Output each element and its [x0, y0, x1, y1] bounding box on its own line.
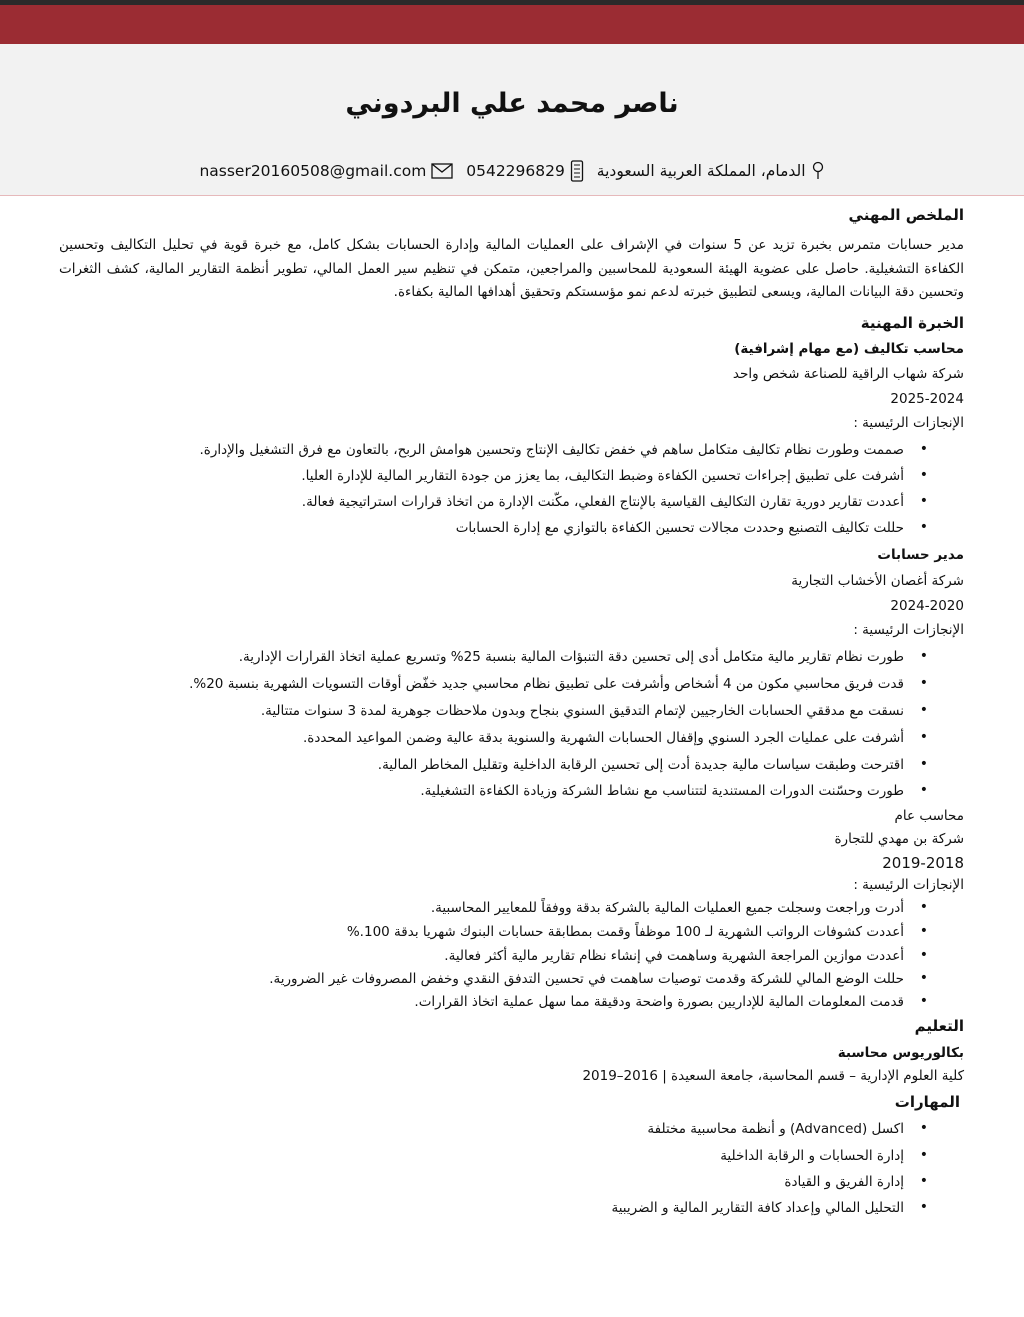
job-3-company: شركة بن مهدي للتجارة: [834, 831, 964, 847]
phone-number[interactable]: 0542296829: [466, 162, 565, 180]
location-item: [597, 161, 825, 181]
skills-heading: المهارات: [894, 1093, 960, 1111]
job-1-company: شركة شهاب الراقية للصناعة شخص واحد: [732, 366, 964, 382]
location-text: الدمام، المملكة العربية السعودية: [596, 162, 806, 180]
envelope-icon: [431, 163, 453, 179]
contact-line: [0, 160, 1024, 182]
job-3-achievements-label: الإنجازات الرئيسية :: [853, 877, 964, 893]
job-3-role: محاسب عام: [894, 808, 964, 824]
list-item: • أشرفت على عمليات الجرد السنوي وإقفال الحسابات الشهرية والسنوية بدقة عالية وضمن المواعيد المحددة.: [303, 730, 934, 746]
list-item: • صممت وطورت نظام تكاليف متكامل ساهم في خفض تكاليف الإنتاج وتحسين هوامش الربح، بالتعاون مع فرق التشغيل والإدارة.: [199, 442, 934, 458]
top-accent-bar: [0, 5, 1024, 44]
experience-heading: الخبرة المهنية: [860, 314, 964, 332]
candidate-name: ناصر محمد علي البردوني: [345, 88, 679, 119]
job-1-years: 2025-2024: [890, 391, 964, 407]
list-item: • إدارة الفريق و القيادة: [784, 1174, 934, 1190]
list-item: • اكسل (Advanced) و أنظمة محاسبية مختلفة: [647, 1121, 934, 1137]
list-item: • أدرت وراجعت وسجلت جميع العمليات المالية بالشركة بدقة ووفقاً للمعايير المحاسبية.: [431, 900, 934, 916]
list-item: • طورت نظام تقارير مالية متكامل أدى إلى تحسين دقة التنبؤات المالية بنسبة 25% وتسريع عملية اتخاذ القرارات الإدارية.: [239, 649, 934, 665]
list-item: • طورت وحسّنت الدورات المستندية لتتناسب مع نشاط الشركة وزيادة الكفاءة التشغيلية.: [420, 783, 934, 799]
list-item: • أشرفت على تطبيق إجراءات تحسين الكفاءة وضبط التكاليف، بما يعزز من جودة التقارير المالية للإدارة العليا.: [301, 468, 934, 484]
list-item: • حللت الوضع المالي للشركة وقدمت توصيات ساهمت في تحسين التدفق النقدي وخفض المصروفات غير الضرورية.: [269, 971, 934, 987]
list-item: • قدت فريق محاسبي مكون من 4 أشخاص وأشرفت على تطبيق نظام محاسبي جديد خفّض أوقات التسويات الشهرية بنسبة 20%.: [189, 676, 934, 692]
list-item: • قدمت المعلومات المالية للإداريين بصورة واضحة ودقيقة مما سهل عملية اتخاذ القرارات.: [414, 994, 934, 1010]
summary-heading: الملخص المهني: [848, 206, 964, 224]
job-1-role: محاسب تكاليف (مع مهام إشرافية): [734, 341, 964, 357]
list-item: • حللت تكاليف التصنيع وحددت مجالات تحسين الكفاءة بالتوازي مع إدارة الحسابات: [456, 520, 934, 536]
job-3-years: 2019-2018: [882, 854, 964, 872]
job-2-achievements-label: الإنجازات الرئيسية :: [853, 622, 964, 638]
mobile-phone-icon: [570, 160, 584, 182]
job-2-years: 2024-2020: [890, 598, 964, 614]
list-item: • أعددت موازين المراجعة الشهرية وساهمت في إنشاء نظام تقارير مالية أكثر فعالية.: [444, 948, 934, 964]
education-degree: بكالوريوس محاسبة: [837, 1045, 964, 1061]
education-details: كلية العلوم الإدارية – قسم المحاسبة، جامعة السعيدة | 2016–2019: [582, 1068, 964, 1084]
job-2-role: مدير حسابات: [877, 547, 964, 563]
list-item: • اقترحت وطبقت سياسات مالية جديدة أدت إلى تحسين الرقابة الداخلية وتقليل المخاطر المالية.: [378, 757, 934, 773]
list-item: • نسقت مع مدققي الحسابات الخارجيين لإتمام التدقيق السنوي بنجاح وبدون ملاحظات جوهرية لمدة 3 سنوات متتالية.: [261, 703, 934, 719]
phone-item: [466, 160, 584, 182]
list-item: • التحليل المالي وإعداد كافة التقارير المالية و الضريبية: [611, 1200, 934, 1216]
email-item: [199, 162, 453, 180]
job-2-company: شركة أغصان الأخشاب التجارية: [791, 573, 964, 589]
list-item: • أعددت تقارير دورية تقارن التكاليف القياسية بالإنتاج الفعلي، مكّنت الإدارة من اتخاذ قرارات استراتيجية فعالة.: [302, 494, 934, 510]
education-heading: التعليم: [914, 1017, 964, 1035]
email-address[interactable]: nasser20160508@gmail.com: [199, 162, 427, 180]
list-item: • أعددت كشوفات الرواتب الشهرية لـ 100 موظفاً وقمت بمطابقة حسابات البنوك شهريا بدقة 100.%: [347, 924, 934, 940]
job-1-achievements-label: الإنجازات الرئيسية :: [853, 415, 964, 431]
summary-text: مدير حسابات متمرس بخبرة تزيد عن 5 سنوات في الإشراف على العمليات المالية وإدارة الحسابات بشكل كامل، مع خبرة قوية في تحليل التكاليف وتحسين الكفاءة التشغيلية. حاصل على عضوية الهيئة السعودية للمحاسبين والمراجعين، متمكن في تنظيم سير العمل المالي، تطوير أنظمة التقارير المالية، كشف الثغرات وتحسين دقة البيانات المالية، ويسعى لتطبيق خبرته لدعم نمو مؤسستكم وتحقيق أهدافها المالية بكفاءة.: [59, 237, 964, 300]
list-item: • إدارة الحسابات و الرقابة الداخلية: [720, 1148, 934, 1164]
location-pin-icon: [811, 161, 825, 181]
